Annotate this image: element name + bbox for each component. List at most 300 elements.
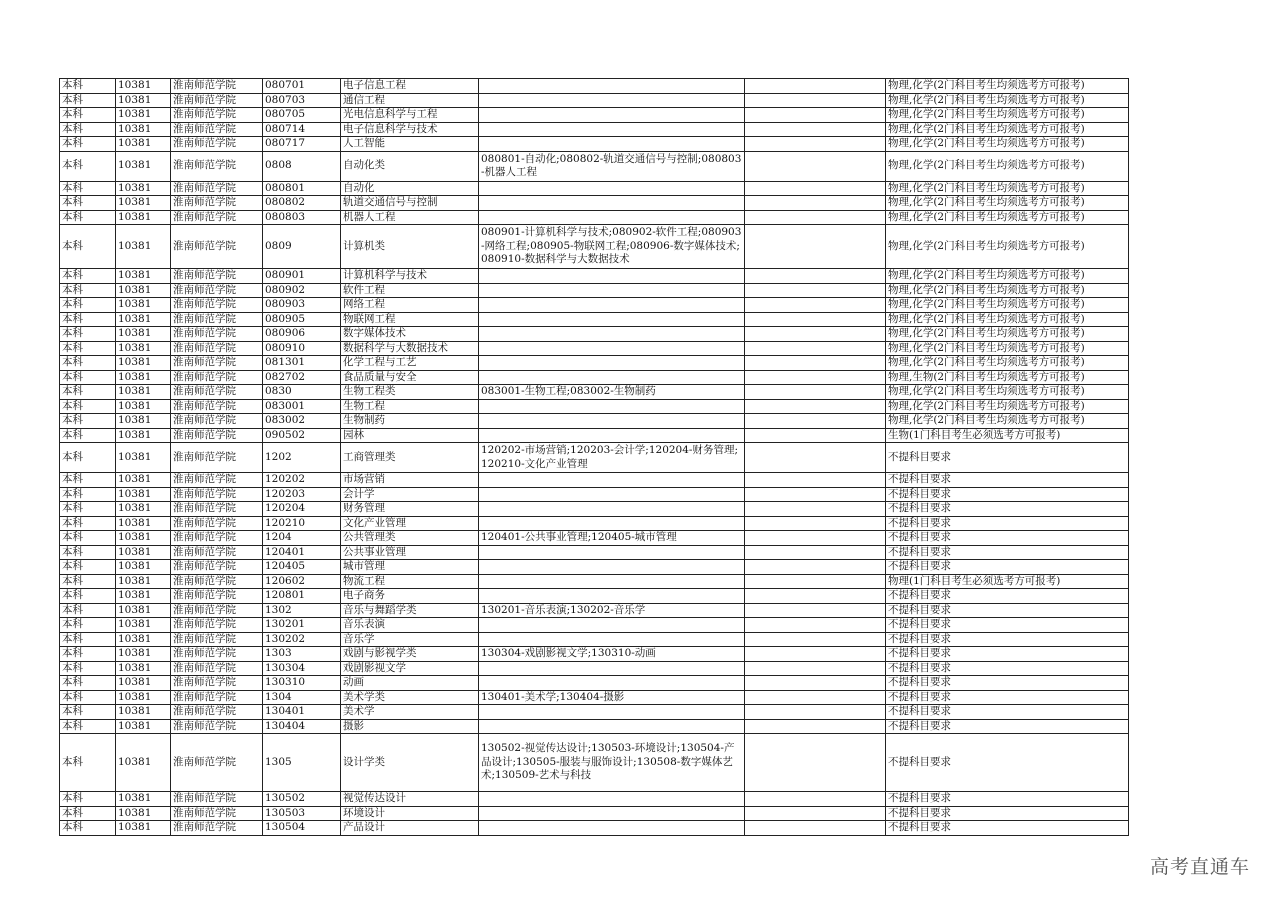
cell-major-name: 公共管理类 [341,531,479,546]
cell-school-name: 淮南师范学院 [171,545,263,560]
cell-major-name: 光电信息科学与工程 [341,108,479,123]
cell-level: 本科 [60,414,116,429]
cell-school-name: 淮南师范学院 [171,108,263,123]
cell-school-code: 10381 [116,792,171,807]
table-row [60,734,1129,792]
cell-major-code: 1305 [263,734,341,792]
table-row [60,137,1129,152]
cell-school-code: 10381 [116,632,171,647]
cell-major-name: 计算机类 [341,225,479,269]
cell-major-name: 人工智能 [341,137,479,152]
cell-major-code: 083002 [263,414,341,429]
table-row [60,806,1129,821]
subject-requirements-table [59,78,1129,836]
cell-school-name: 淮南师范学院 [171,676,263,691]
cell-school-name: 淮南师范学院 [171,137,263,152]
cell-major-code: 080903 [263,298,341,313]
table-row [60,603,1129,618]
cell-level: 本科 [60,210,116,225]
cell-major-name: 美术学 [341,705,479,720]
table-row [60,122,1129,137]
cell-level: 本科 [60,560,116,575]
cell-note [745,516,886,531]
cell-school-code: 10381 [116,560,171,575]
cell-major-name: 数据科学与大数据技术 [341,341,479,356]
cell-note [745,93,886,108]
cell-major-code: 080801 [263,181,341,196]
table-row [60,690,1129,705]
cell-included-majors: 130502-视觉传达设计;130503-环境设计;130504-产品设计;130505-服装与服饰设计;130508-数字媒体艺术;130509-艺术与科技 [479,734,745,792]
cell-major-name: 市场营销 [341,473,479,488]
cell-school-code: 10381 [116,137,171,152]
cell-included-majors [479,341,745,356]
cell-included-majors [479,122,745,137]
cell-major-code: 0809 [263,225,341,269]
cell-subject-requirement: 物理,化学(2门科目考生均须选考方可报考) [886,93,1129,108]
table-row [60,676,1129,691]
cell-major-name: 生物制药 [341,414,479,429]
cell-school-code: 10381 [116,487,171,502]
cell-level: 本科 [60,122,116,137]
table-row [60,821,1129,836]
cell-subject-requirement: 不提科目要求 [886,676,1129,691]
cell-level: 本科 [60,399,116,414]
cell-included-majors [479,661,745,676]
table-row [60,414,1129,429]
cell-included-majors [479,79,745,94]
table-row [60,661,1129,676]
cell-school-name: 淮南师范学院 [171,210,263,225]
cell-level: 本科 [60,661,116,676]
cell-subject-requirement: 物理,化学(2门科目考生均须选考方可报考) [886,181,1129,196]
cell-level: 本科 [60,356,116,371]
cell-school-code: 10381 [116,545,171,560]
cell-school-code: 10381 [116,414,171,429]
cell-major-name: 摄影 [341,719,479,734]
cell-note [745,428,886,443]
table-row [60,312,1129,327]
cell-note [745,705,886,720]
cell-subject-requirement: 物理,化学(2门科目考生均须选考方可报考) [886,137,1129,152]
cell-included-majors [479,327,745,342]
cell-school-name: 淮南师范学院 [171,618,263,633]
cell-level: 本科 [60,545,116,560]
cell-school-code: 10381 [116,618,171,633]
cell-school-name: 淮南师范学院 [171,661,263,676]
cell-subject-requirement: 不提科目要求 [886,531,1129,546]
cell-school-name: 淮南师范学院 [171,734,263,792]
cell-major-name: 机器人工程 [341,210,479,225]
cell-subject-requirement: 物理,化学(2门科目考生均须选考方可报考) [886,210,1129,225]
cell-major-name: 电子信息工程 [341,79,479,94]
cell-school-code: 10381 [116,312,171,327]
cell-note [745,385,886,400]
cell-major-code: 120405 [263,560,341,575]
cell-included-majors [479,196,745,211]
cell-major-code: 130503 [263,806,341,821]
cell-major-name: 物流工程 [341,574,479,589]
table-row [60,516,1129,531]
cell-major-name: 动画 [341,676,479,691]
cell-subject-requirement: 物理,化学(2门科目考生均须选考方可报考) [886,356,1129,371]
cell-major-code: 120203 [263,487,341,502]
cell-included-majors: 083001-生物工程;083002-生物制药 [479,385,745,400]
cell-school-name: 淮南师范学院 [171,414,263,429]
cell-note [745,618,886,633]
table-row [60,151,1129,181]
cell-subject-requirement: 物理,化学(2门科目考生均须选考方可报考) [886,312,1129,327]
cell-subject-requirement: 物理,化学(2门科目考生均须选考方可报考) [886,385,1129,400]
table-row [60,502,1129,517]
cell-school-name: 淮南师范学院 [171,225,263,269]
cell-school-name: 淮南师范学院 [171,269,263,284]
cell-subject-requirement: 物理,化学(2门科目考生均须选考方可报考) [886,269,1129,284]
cell-level: 本科 [60,806,116,821]
cell-major-name: 计算机科学与技术 [341,269,479,284]
cell-school-code: 10381 [116,210,171,225]
cell-major-code: 0808 [263,151,341,181]
cell-included-majors: 130201-音乐表演;130202-音乐学 [479,603,745,618]
cell-subject-requirement: 物理,化学(2门科目考生均须选考方可报考) [886,196,1129,211]
cell-school-code: 10381 [116,647,171,662]
cell-included-majors [479,821,745,836]
cell-school-code: 10381 [116,93,171,108]
cell-school-code: 10381 [116,589,171,604]
table-row [60,574,1129,589]
cell-major-code: 081301 [263,356,341,371]
table-row [60,589,1129,604]
cell-major-name: 数字媒体技术 [341,327,479,342]
cell-major-code: 080714 [263,122,341,137]
cell-school-code: 10381 [116,676,171,691]
cell-level: 本科 [60,618,116,633]
cell-school-code: 10381 [116,122,171,137]
cell-level: 本科 [60,428,116,443]
cell-school-code: 10381 [116,734,171,792]
cell-school-code: 10381 [116,821,171,836]
cell-level: 本科 [60,821,116,836]
cell-school-name: 淮南师范学院 [171,341,263,356]
table-row [60,647,1129,662]
cell-school-name: 淮南师范学院 [171,719,263,734]
cell-subject-requirement: 物理,化学(2门科目考生均须选考方可报考) [886,327,1129,342]
cell-school-code: 10381 [116,690,171,705]
cell-major-code: 1204 [263,531,341,546]
cell-level: 本科 [60,734,116,792]
cell-school-name: 淮南师范学院 [171,705,263,720]
cell-school-code: 10381 [116,531,171,546]
cell-major-code: 130404 [263,719,341,734]
cell-major-code: 080717 [263,137,341,152]
cell-major-code: 080701 [263,79,341,94]
cell-school-code: 10381 [116,298,171,313]
cell-major-code: 130304 [263,661,341,676]
cell-subject-requirement: 不提科目要求 [886,443,1129,473]
cell-level: 本科 [60,690,116,705]
cell-level: 本科 [60,108,116,123]
table-body [60,79,1129,836]
cell-included-majors [479,181,745,196]
cell-school-code: 10381 [116,428,171,443]
cell-note [745,269,886,284]
cell-major-code: 090502 [263,428,341,443]
cell-major-name: 音乐表演 [341,618,479,633]
cell-note [745,443,886,473]
cell-included-majors [479,589,745,604]
cell-school-name: 淮南师范学院 [171,516,263,531]
cell-school-code: 10381 [116,502,171,517]
cell-school-name: 淮南师范学院 [171,122,263,137]
cell-included-majors [479,676,745,691]
cell-major-name: 戏剧与影视学类 [341,647,479,662]
cell-school-code: 10381 [116,151,171,181]
cell-level: 本科 [60,312,116,327]
cell-note [745,341,886,356]
cell-major-code: 080905 [263,312,341,327]
cell-note [745,806,886,821]
cell-level: 本科 [60,502,116,517]
cell-level: 本科 [60,574,116,589]
cell-note [745,502,886,517]
table-row [60,210,1129,225]
cell-subject-requirement: 不提科目要求 [886,821,1129,836]
cell-school-name: 淮南师范学院 [171,589,263,604]
cell-note [745,821,886,836]
cell-level: 本科 [60,385,116,400]
cell-major-name: 公共事业管理 [341,545,479,560]
cell-school-name: 淮南师范学院 [171,298,263,313]
cell-major-name: 自动化 [341,181,479,196]
cell-school-name: 淮南师范学院 [171,327,263,342]
cell-school-name: 淮南师范学院 [171,151,263,181]
cell-note [745,603,886,618]
cell-major-code: 080906 [263,327,341,342]
cell-major-code: 080902 [263,283,341,298]
cell-note [745,298,886,313]
cell-level: 本科 [60,151,116,181]
cell-major-code: 120801 [263,589,341,604]
cell-major-name: 美术学类 [341,690,479,705]
table-row [60,370,1129,385]
cell-included-majors [479,370,745,385]
cell-school-code: 10381 [116,705,171,720]
cell-note [745,473,886,488]
cell-note [745,545,886,560]
cell-level: 本科 [60,676,116,691]
cell-note [745,792,886,807]
cell-major-name: 音乐与舞蹈学类 [341,603,479,618]
cell-note [745,108,886,123]
cell-note [745,181,886,196]
cell-note [745,312,886,327]
cell-level: 本科 [60,181,116,196]
cell-major-name: 环境设计 [341,806,479,821]
cell-major-name: 物联网工程 [341,312,479,327]
cell-school-code: 10381 [116,516,171,531]
cell-level: 本科 [60,225,116,269]
cell-subject-requirement: 物理(1门科目考生必须选考方可报考) [886,574,1129,589]
table-row [60,341,1129,356]
table-row [60,487,1129,502]
cell-school-code: 10381 [116,574,171,589]
cell-school-name: 淮南师范学院 [171,473,263,488]
cell-level: 本科 [60,298,116,313]
cell-note [745,632,886,647]
cell-school-name: 淮南师范学院 [171,574,263,589]
cell-level: 本科 [60,93,116,108]
cell-level: 本科 [60,531,116,546]
cell-major-name: 电子信息科学与技术 [341,122,479,137]
cell-school-code: 10381 [116,661,171,676]
table-row [60,385,1129,400]
cell-subject-requirement: 不提科目要求 [886,806,1129,821]
cell-school-code: 10381 [116,370,171,385]
cell-major-code: 1304 [263,690,341,705]
cell-level: 本科 [60,283,116,298]
cell-school-name: 淮南师范学院 [171,647,263,662]
cell-level: 本科 [60,196,116,211]
cell-note [745,122,886,137]
cell-subject-requirement: 物理,化学(2门科目考生均须选考方可报考) [886,341,1129,356]
watermark-text: 高考直通车 [1149,856,1250,878]
cell-school-name: 淮南师范学院 [171,792,263,807]
cell-school-code: 10381 [116,225,171,269]
cell-major-name: 自动化类 [341,151,479,181]
table-row [60,428,1129,443]
cell-included-majors [479,545,745,560]
cell-subject-requirement: 不提科目要求 [886,502,1129,517]
cell-school-code: 10381 [116,108,171,123]
cell-school-code: 10381 [116,603,171,618]
cell-school-code: 10381 [116,385,171,400]
cell-subject-requirement: 物理,化学(2门科目考生均须选考方可报考) [886,108,1129,123]
cell-included-majors [479,283,745,298]
cell-school-name: 淮南师范学院 [171,502,263,517]
cell-major-name: 设计学类 [341,734,479,792]
cell-major-code: 1202 [263,443,341,473]
cell-note [745,370,886,385]
cell-school-code: 10381 [116,269,171,284]
cell-school-name: 淮南师范学院 [171,603,263,618]
cell-major-name: 食品质量与安全 [341,370,479,385]
cell-major-code: 130502 [263,792,341,807]
cell-note [745,225,886,269]
cell-note [745,196,886,211]
table-row [60,618,1129,633]
cell-school-name: 淮南师范学院 [171,560,263,575]
table-row [60,298,1129,313]
cell-school-name: 淮南师范学院 [171,690,263,705]
cell-subject-requirement: 不提科目要求 [886,632,1129,647]
cell-school-name: 淮南师范学院 [171,632,263,647]
cell-note [745,690,886,705]
cell-school-name: 淮南师范学院 [171,283,263,298]
cell-included-majors: 080801-自动化;080802-轨道交通信号与控制;080803-机器人工程 [479,151,745,181]
cell-included-majors: 130401-美术学;130404-摄影 [479,690,745,705]
cell-note [745,676,886,691]
cell-subject-requirement: 物理,化学(2门科目考生均须选考方可报考) [886,225,1129,269]
cell-subject-requirement: 不提科目要求 [886,618,1129,633]
cell-level: 本科 [60,632,116,647]
cell-subject-requirement: 生物(1门科目考生必须选考方可报考) [886,428,1129,443]
cell-subject-requirement: 不提科目要求 [886,792,1129,807]
cell-level: 本科 [60,516,116,531]
cell-subject-requirement: 物理,化学(2门科目考生均须选考方可报考) [886,399,1129,414]
cell-included-majors [479,792,745,807]
cell-school-name: 淮南师范学院 [171,181,263,196]
table-row [60,108,1129,123]
cell-school-name: 淮南师范学院 [171,79,263,94]
cell-included-majors [479,210,745,225]
cell-major-code: 080901 [263,269,341,284]
cell-major-code: 083001 [263,399,341,414]
cell-major-code: 082702 [263,370,341,385]
cell-school-name: 淮南师范学院 [171,370,263,385]
cell-included-majors [479,473,745,488]
cell-subject-requirement: 物理,化学(2门科目考生均须选考方可报考) [886,283,1129,298]
table-row [60,443,1129,473]
cell-included-majors [479,806,745,821]
cell-subject-requirement: 不提科目要求 [886,589,1129,604]
cell-included-majors [479,502,745,517]
table-row [60,545,1129,560]
cell-note [745,719,886,734]
cell-major-name: 轨道交通信号与控制 [341,196,479,211]
cell-school-name: 淮南师范学院 [171,312,263,327]
cell-major-name: 音乐学 [341,632,479,647]
cell-level: 本科 [60,137,116,152]
cell-level: 本科 [60,473,116,488]
table-row [60,196,1129,211]
cell-subject-requirement: 不提科目要求 [886,487,1129,502]
cell-included-majors: 080901-计算机科学与技术;080902-软件工程;080903-网络工程;080905-物联网工程;080906-数字媒体技术;080910-数据科学与大数据技术 [479,225,745,269]
cell-note [745,574,886,589]
table-row [60,560,1129,575]
cell-school-name: 淮南师范学院 [171,428,263,443]
cell-subject-requirement: 不提科目要求 [886,545,1129,560]
cell-subject-requirement: 不提科目要求 [886,734,1129,792]
cell-level: 本科 [60,647,116,662]
cell-note [745,399,886,414]
cell-school-name: 淮南师范学院 [171,806,263,821]
cell-level: 本科 [60,603,116,618]
cell-major-code: 080705 [263,108,341,123]
cell-included-majors [479,560,745,575]
cell-school-code: 10381 [116,79,171,94]
cell-note [745,210,886,225]
cell-included-majors [479,298,745,313]
cell-level: 本科 [60,341,116,356]
cell-note [745,661,886,676]
cell-major-code: 120204 [263,502,341,517]
cell-school-code: 10381 [116,327,171,342]
cell-note [745,151,886,181]
cell-major-name: 财务管理 [341,502,479,517]
cell-subject-requirement: 不提科目要求 [886,560,1129,575]
table-row [60,531,1129,546]
cell-major-name: 网络工程 [341,298,479,313]
cell-major-name: 生物工程 [341,399,479,414]
cell-school-name: 淮南师范学院 [171,531,263,546]
table-row [60,356,1129,371]
cell-school-code: 10381 [116,356,171,371]
cell-included-majors [479,428,745,443]
cell-note [745,137,886,152]
cell-school-code: 10381 [116,181,171,196]
cell-included-majors [479,269,745,284]
cell-school-name: 淮南师范学院 [171,443,263,473]
cell-note [745,283,886,298]
